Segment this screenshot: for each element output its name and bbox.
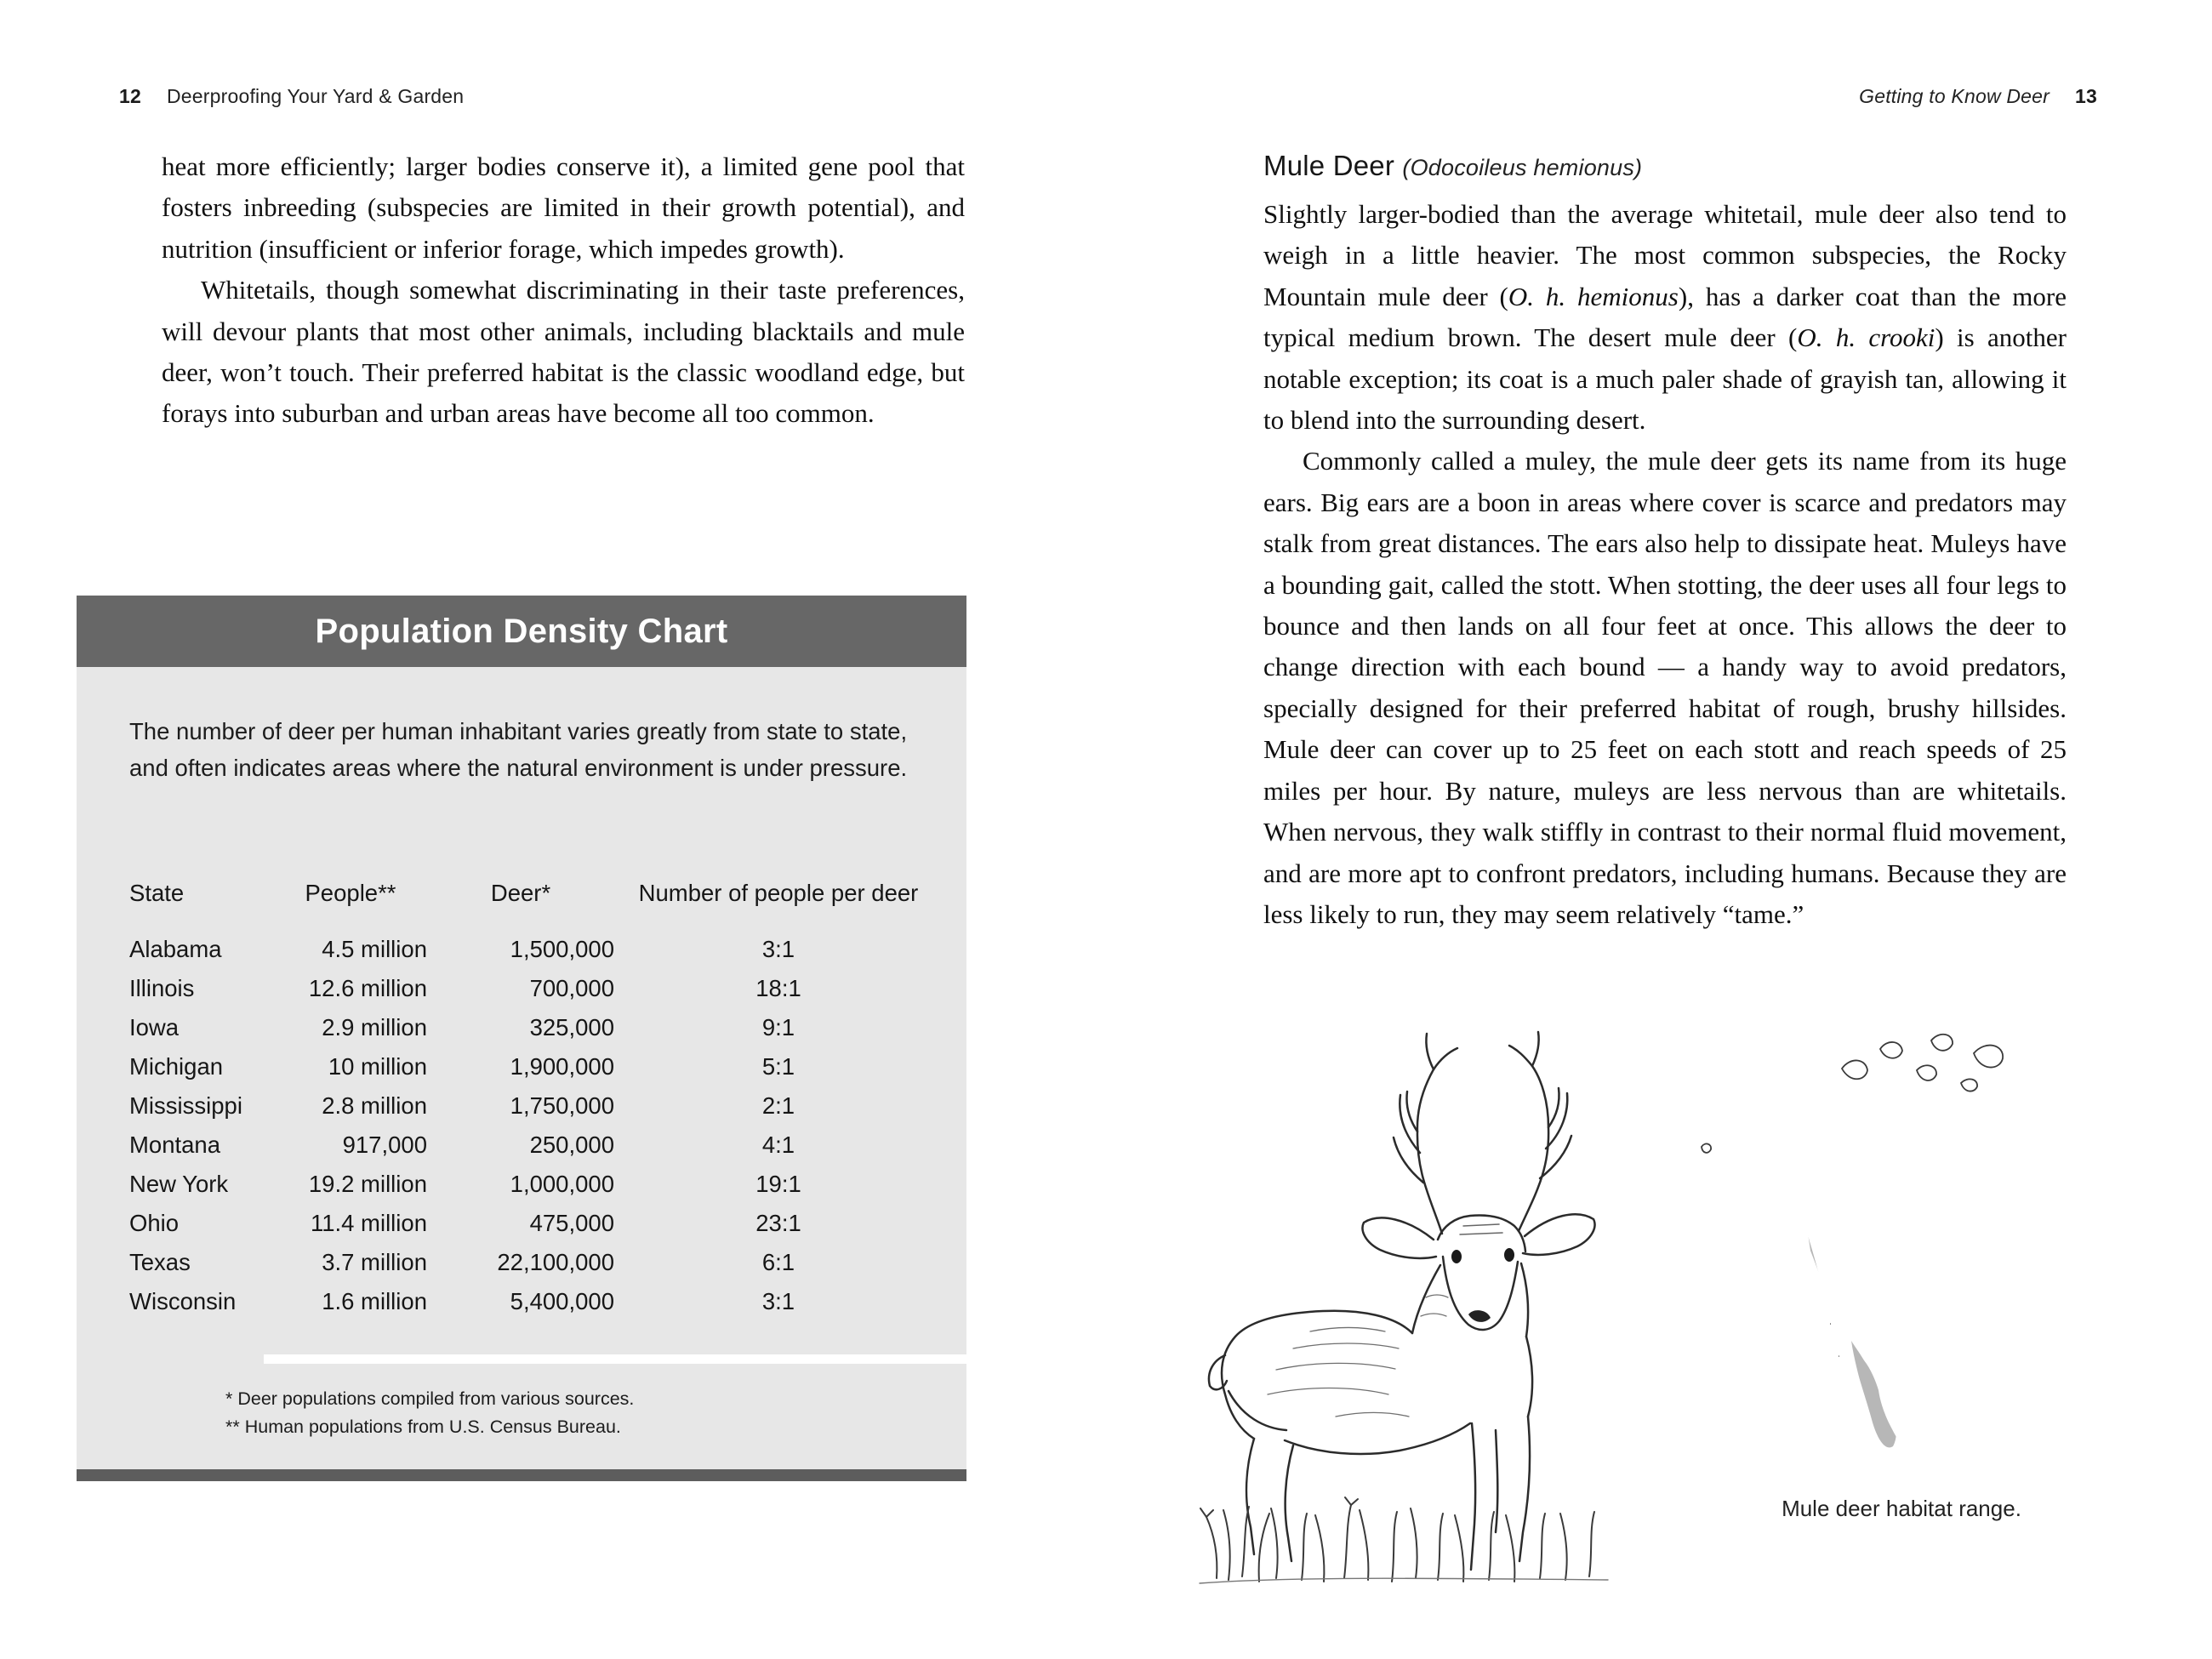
deer-body-art [1209,1263,1532,1570]
table-cell: 475,000 [529,1210,614,1236]
table-header-row [129,878,943,930]
table-cell: 5,400,000 [510,1288,614,1314]
deer-antlers-art [1394,1032,1571,1234]
table-row [129,1047,943,1086]
column-header-state: State [129,880,185,906]
paragraph: Commonly called a muley, the mule deer gets its name from its huge ears. Big ears are a boon in areas where cover is scarce and predators may stalk from great distances. The ears also help to dissipate heat. Muleys have a bounding gait, called the stott. When stotting, the deer uses all four legs to bounce and then lands on all four feet at once. This allows the deer to change direction with each bound — a handy way to avoid predators, specially designed for their preferred habitat of rough, brushy hillsides. Mule deer can cover up to 25 feet on each stott and reach speeds of 25 miles per hour. By nature, muleys are less nervous than are whitetails. When nervous, they walk stiffly in contrast to their normal fluid movement, and are more apt to confront predators, including humans. Because they are less likely to run, they may seem relatively “tame.” [1263,446,2067,929]
table-cell: Texas [129,1249,191,1275]
table-cell: 5:1 [761,1053,795,1080]
running-head-right-title: Getting to Know Deer [1859,85,2050,107]
table-cell: 325,000 [529,1014,614,1040]
chart-intro: The number of deer per human inhabitant varies greatly from state to state, and often indicates areas where the natural environment is under pressure. [129,718,908,781]
table-cell: 23:1 [755,1210,801,1236]
table-row [129,1086,943,1126]
footnote: * Deer populations compiled from various sources. [225,1388,635,1409]
left-page-body [162,146,965,435]
table-cell: 1.6 million [322,1288,427,1314]
running-head-right [1859,85,2097,108]
table-cell: 1,000,000 [510,1171,614,1197]
table-cell: 700,000 [529,975,614,1001]
table-cell: 18:1 [755,975,801,1001]
section-heading [1263,150,2067,182]
column-header-people: People** [305,880,396,906]
table-cell: 3:1 [761,1288,795,1314]
table-row [129,1243,943,1282]
table-cell: 6:1 [761,1249,795,1275]
running-head-left-title: Deerproofing Your Yard & Garden [166,85,465,107]
paragraph: Whitetails, though somewhat discriminating in their taste preferences, will devour plants that most other animals, including blacktails and mule deer, won’t touch. Their preferred habitat is the classic woodland edge, but forays into suburban and urban areas have become all too common. [162,275,965,429]
table-cell: 11.4 million [310,1210,427,1236]
chart-bottom-bar [77,1469,966,1481]
table-cell: Alabama [129,936,222,962]
table-cell: Mississippi [129,1092,242,1119]
table-cell: 250,000 [529,1132,614,1158]
table-cell: Illinois [129,975,195,1001]
paragraph: Slightly larger-bodied than the average whitetail, mule deer also tend to weigh in a little heavier. The most common subspecies, the Rocky Mountain mule deer (O. h. hemionus), has a darker coat than the more typical medium brown. The desert mule deer (O. h. crooki) is another notable exception; its coat is a much paler shade of grayish tan, allowing it to blend into the surrounding desert. [1263,199,2067,436]
column-header-ratio: Number of people per deer [638,880,919,906]
footnote: ** Human populations from U.S. Census Bureau. [225,1417,621,1437]
table-cell: 22,100,000 [497,1249,614,1275]
table-cell: 1,500,000 [510,936,614,962]
divider-strip [264,1354,966,1364]
table-row [129,930,943,969]
table-row [129,1204,943,1243]
table-cell: 3:1 [761,936,795,962]
table-cell: 1,750,000 [510,1092,614,1119]
grass-art [1200,1497,1608,1583]
table-row [129,1008,943,1047]
column-header-deer: Deer* [490,880,551,906]
table-cell: Iowa [129,1014,180,1040]
mule-deer-illustration [1157,1017,1650,1612]
table-cell: 9:1 [761,1014,795,1040]
table-cell: 2:1 [761,1092,795,1119]
table-cell: New York [129,1171,229,1197]
chart-title: Population Density Chart [315,612,728,650]
table-cell: 1,900,000 [510,1053,614,1080]
table-cell: Ohio [129,1210,180,1236]
paragraph: heat more efficiently; larger bodies conserve it), a limited gene pool that fosters inbreeding (subspecies are limited in their growth potential), and nutrition (insufficient or inferior forage, which impedes growth). [162,151,965,264]
habitat-range-map [1672,1002,2131,1487]
table-row [129,1126,943,1165]
table-cell: 19.2 million [308,1171,427,1197]
table-cell: 4.5 million [322,936,427,962]
table-row [129,969,943,1008]
page-number-right: 13 [2075,85,2097,107]
table-cell: 2.8 million [322,1092,427,1119]
section-heading-text: Mule Deer [1263,150,1395,181]
table-cell: 12.6 million [308,975,427,1001]
table-cell: Montana [129,1132,221,1158]
population-density-chart-box [77,596,966,1481]
species-name: (Odocoileus hemionus) [1402,155,1643,180]
table-cell: 917,000 [342,1132,427,1158]
table-cell: 10 million [328,1053,427,1080]
table-cell: 2.9 million [322,1014,427,1040]
page-number-left: 12 [119,85,141,107]
running-head-left [119,85,464,108]
table-cell: Wisconsin [129,1288,237,1314]
right-page-body [1263,150,2067,935]
table-row [129,1282,943,1321]
density-table [129,878,943,1321]
chart-title-bar [77,596,966,667]
table-cell: 4:1 [761,1132,795,1158]
table-cell: 3.7 million [322,1249,427,1275]
table-row [129,1165,943,1204]
table-cell: Michigan [129,1053,224,1080]
table-cell: 19:1 [755,1171,801,1197]
chart-footnotes [225,1385,634,1441]
deer-head-art [1363,1214,1595,1330]
north-america-outline [1702,1035,2067,1483]
map-caption: Mule deer habitat range. [1782,1496,2021,1521]
